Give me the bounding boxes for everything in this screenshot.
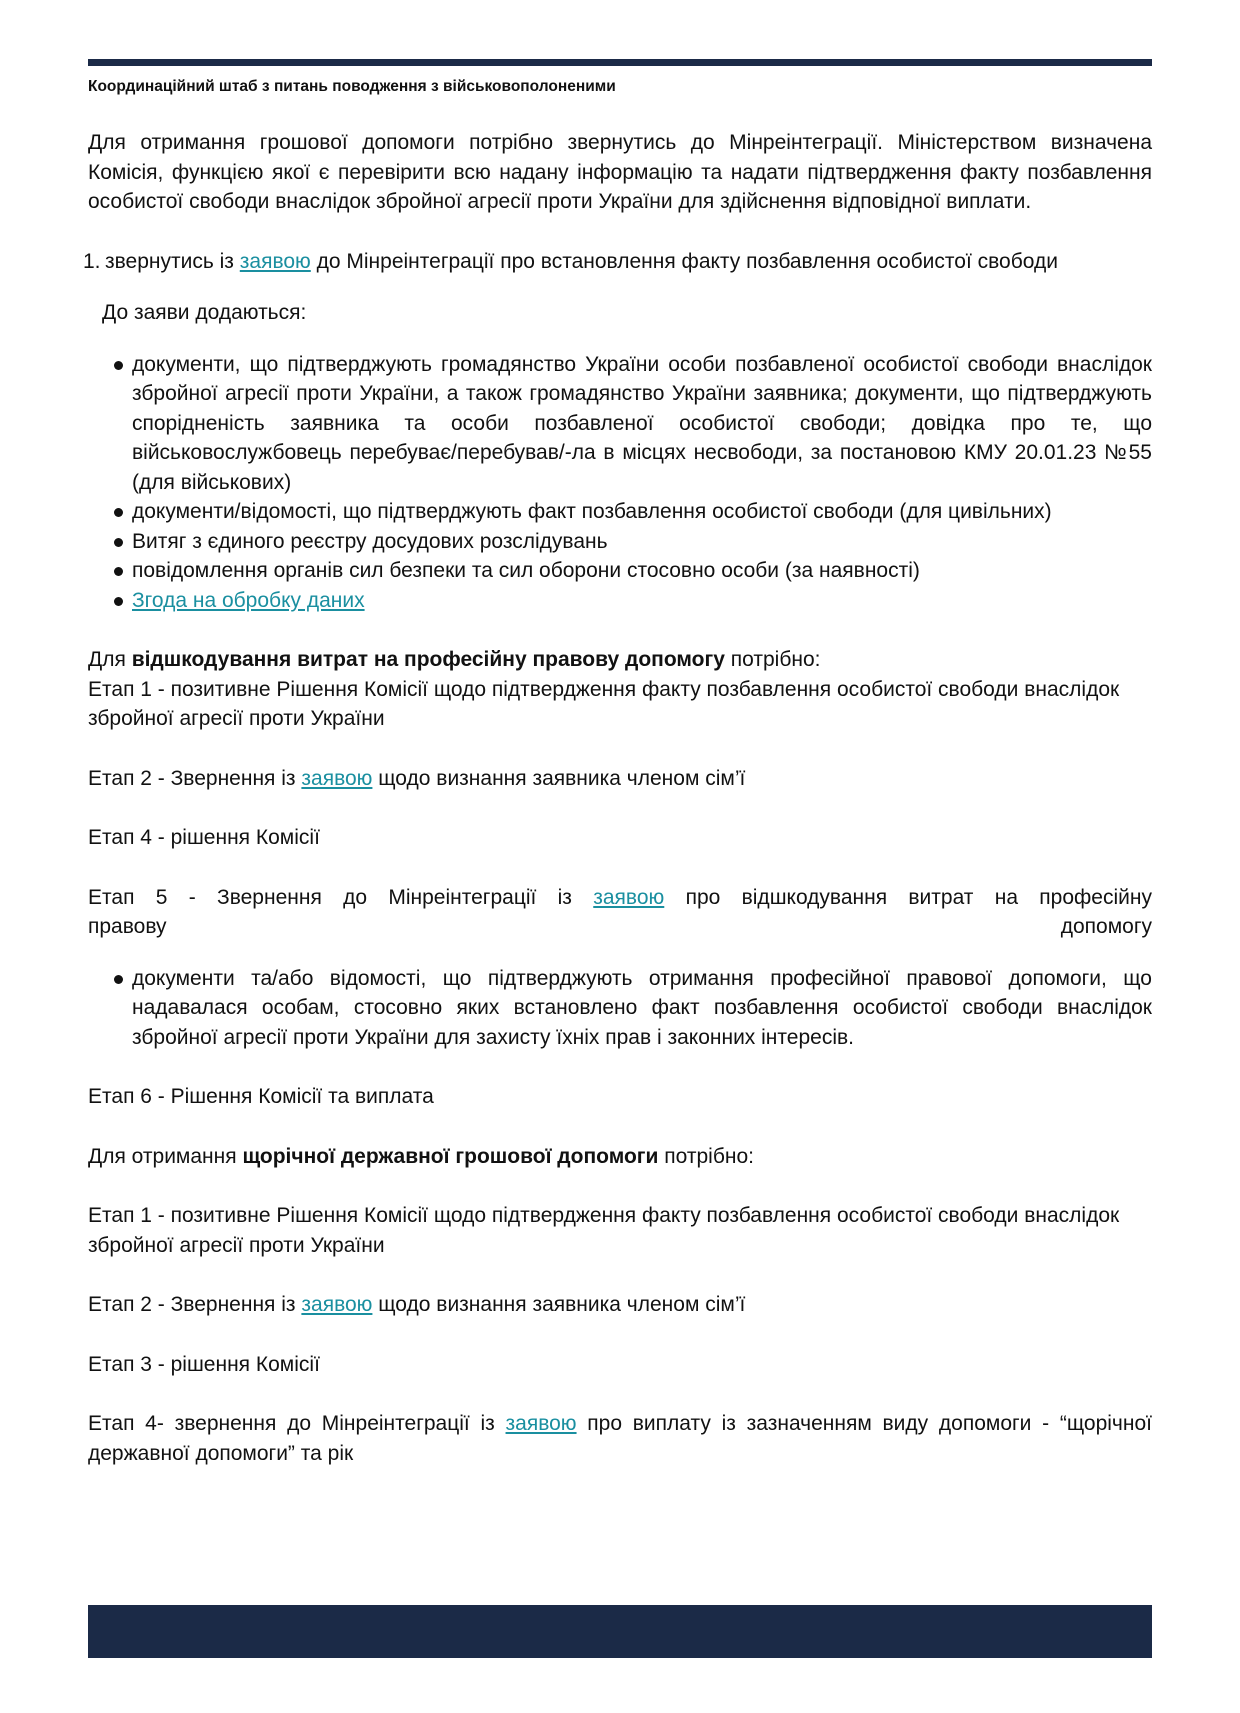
application-link[interactable]: заявою bbox=[301, 1293, 373, 1316]
list-item: документи/відомості, що підтверджують факт позбавлення особистої свободи (для цивільних) bbox=[112, 497, 1152, 527]
legal-aid-stage-5: Етап 5 - Звернення до Мінреінтеграції із заявою про відшкодування витрат на професійну правову допомогу bbox=[88, 885, 1152, 938]
legal-aid-stage-2: Етап 2 - Звернення із заявою щодо визнання заявника членом сім’ї bbox=[88, 766, 746, 790]
bullet-icon bbox=[114, 597, 123, 606]
header-bar bbox=[88, 59, 1152, 66]
bullet-icon bbox=[114, 567, 123, 576]
legal-aid-stage-1: Етап 1 - позитивне Рішення Комісії щодо підтвердження факту позбавлення особистої свободи внаслідок збройної агресії проти України bbox=[88, 677, 1120, 730]
attachments-list bbox=[88, 350, 1152, 616]
attachments-label: До заяви додаються: bbox=[102, 301, 307, 324]
list-number: 1. bbox=[83, 249, 101, 273]
application-link[interactable]: заявою bbox=[301, 766, 373, 790]
annual-stage-2: Етап 2 - Звернення із заявою щодо визнання заявника членом сім’ї bbox=[88, 1293, 746, 1316]
bullet-icon bbox=[114, 508, 123, 517]
numbered-item-1 bbox=[83, 247, 1152, 277]
legal-aid-intro: Для відшкодування витрат на професійну правову допомогу потрібно: bbox=[88, 648, 821, 671]
page-header-title: Координаційний штаб з питань поводження з військовополоненими bbox=[88, 78, 616, 95]
legal-aid-stage-6: Етап 6 - Рішення Комісії та виплата bbox=[88, 1085, 434, 1108]
annual-aid-intro: Для отримання щорічної державної грошової допомоги потрібно: bbox=[88, 1144, 754, 1168]
application-link[interactable]: заявою bbox=[505, 1412, 577, 1435]
list-item: документи, що підтверджують громадянство України особи позбавленої особистої свободи внаслідок збройної агресії проти України, а також громадянство України заявника; документи, що підтверджують спорідненість заявника та особи позбавленої особистої свободи; довідка про те, що військовослужбовець перебуває/перебував/-ла в місцях несвободи, за постановою КМУ 20.01.23 №55 (для військових) bbox=[112, 350, 1152, 498]
annual-stage-1: Етап 1 - позитивне Рішення Комісії щодо підтвердження факту позбавлення особистої свободи внаслідок збройної агресії проти України bbox=[88, 1204, 1120, 1257]
list-item: повідомлення органів сил безпеки та сил оборони стосовно особи (за наявності) bbox=[112, 556, 1152, 586]
intro-paragraph: Для отримання грошової допомоги потрібно звернутись до Мінреінтеграції. Міністерством визначена Комісія, функцією якої є перевірити всю надану інформацію та надати підтвердження факту позбавлення особистої свободи внаслідок збройної агресії проти України для здійснення відповідної виплати. bbox=[88, 131, 1152, 213]
document-body bbox=[83, 128, 1152, 1468]
bullet-icon bbox=[114, 975, 123, 984]
annual-stage-3: Етап 3 - рішення Комісії bbox=[88, 1352, 320, 1376]
bullet-icon bbox=[114, 361, 123, 370]
application-link[interactable]: заявою bbox=[593, 885, 665, 909]
footer-bar bbox=[88, 1605, 1152, 1658]
list-item: Витяг з єдиного реєстру досудових розслідувань bbox=[112, 527, 1152, 557]
annual-stage-4: Етап 4- звернення до Мінреінтеграції із заявою про виплату із зазначенням виду допомоги - “щорічної державної допомоги” та рік bbox=[88, 1412, 1152, 1465]
legal-aid-documents-list bbox=[88, 964, 1152, 1053]
numbered-item-text: звернутись із заявою до Мінреінтеграції про встановлення факту позбавлення особистої свободи bbox=[105, 249, 1058, 273]
consent-link[interactable]: Згода на обробку даних bbox=[132, 588, 365, 612]
bullet-icon bbox=[114, 538, 123, 547]
legal-aid-stage-4: Етап 4 - рішення Комісії bbox=[88, 826, 320, 849]
list-item bbox=[112, 586, 1152, 616]
list-item: документи та/або відомості, що підтверджують отримання професійної правової допомоги, що надавалася особам, стосовно яких встановлено факт позбавлення особистої свободи внаслідок збройної агресії проти України для захисту їхніх прав і законних інтересів. bbox=[112, 964, 1152, 1053]
application-link[interactable]: заявою bbox=[239, 249, 311, 273]
